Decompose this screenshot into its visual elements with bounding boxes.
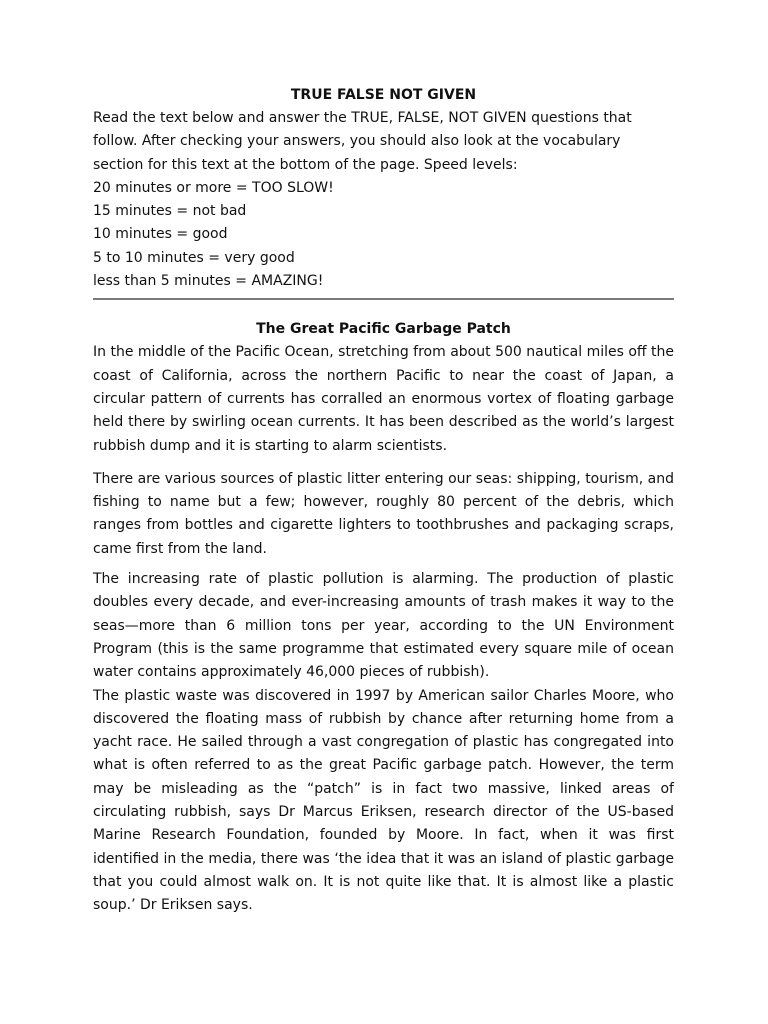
speed-level-item: 5 to 10 minutes = very good <box>93 249 295 266</box>
article-paragraph: The increasing rate of plastic pollution is alarming. The production of plastic doubles every decade, and ever-increasing amounts of trash makes it way to the seas—more than 6 million tons per year, according to the UN Environment Program (this is the same programme that estimated every square mile of ocean water contains approximately 46,000 pieces of rubbish). <box>93 571 674 681</box>
article-title: The Great Pacific Garbage Patch <box>256 321 511 338</box>
article-paragraph: The plastic waste was discovered in 1997 by American sailor Charles Moore, who discovered the floating mass of rubbish by chance after returning home from a yacht race. He sailed through a vast congregation of plastic has congregated into what is often referred to as the great Pacific garbage patch. However, the term may be misleading as the “patch” is in fact two massive, linked areas of circulating rubbish, says Dr Marcus Eriksen, research director of the US-based Marine Research Foundation, founded by Moore. In fact, when it was first identified in the media, there was ‘the idea that it was an island of plastic garbage that you could almost walk on. It is not quite like that. It is almost like a plastic soup.’ Dr Eriksen says. <box>93 687 674 914</box>
speed-level-item: 10 minutes = good <box>93 226 228 243</box>
document-page <box>93 84 674 918</box>
speed-level-item: 15 minutes = not bad <box>93 203 247 220</box>
instructions-text: Read the text below and answer the TRUE, FALSE, NOT GIVEN questions that follow. After checking your answers, you should also look at the vocabulary section for this text at the bottom of the page. Speed levels: <box>93 110 632 173</box>
speed-levels-list <box>93 177 674 293</box>
speed-level-item: 20 minutes or more = TOO SLOW! <box>93 179 334 196</box>
speed-level-item: less than 5 minutes = AMAZING! <box>93 273 324 290</box>
article-paragraph: There are various sources of plastic litter entering our seas: shipping, tourism, and fishing to name but a few; however, roughly 80 percent of the debris, which ranges from bottles and cigarette lighters to toothbrushes and packaging scraps, came first from the land. <box>93 470 674 557</box>
article-paragraph: In the middle of the Pacific Ocean, stretching from about 500 nautical miles off the coast of California, across the northern Pacific to near the coast of Japan, a circular pattern of currents has corralled an enormous vortex of floating garbage held there by swirling ocean currents. It has been described as the world’s largest rubbish dump and it is starting to alarm scientists. <box>93 344 674 454</box>
section-divider <box>93 298 674 300</box>
page-title: TRUE FALSE NOT GIVEN <box>290 87 477 103</box>
